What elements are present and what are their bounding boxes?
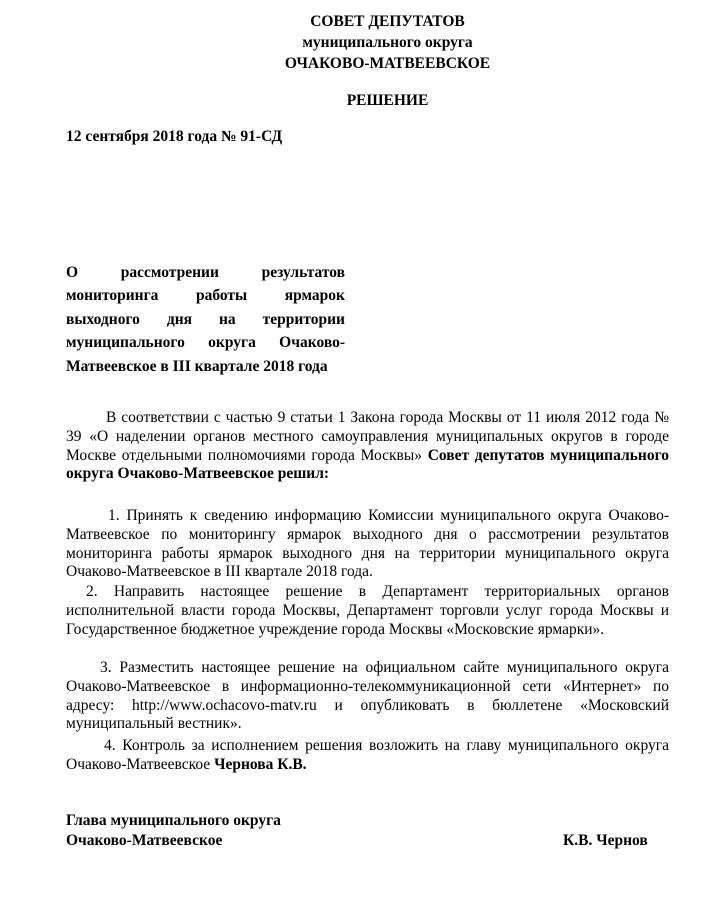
decision-item-4 bbox=[66, 737, 669, 775]
document-type-heading: РЕШЕНИЕ bbox=[346, 92, 429, 109]
district-type: муниципального округа bbox=[302, 34, 473, 51]
decision-item-2 bbox=[66, 583, 669, 639]
decision-date-number: 12 сентября 2018 года № 91-СД bbox=[66, 128, 283, 145]
decision-item-3-text: 3. Разместить настоящее решение на официальном сайте муниципального округа Очаково-Матвеевское в информационно-телекоммуникационной сети «Интернет» по адресу: http://www.ochacovo-matv.ru и опубликовать в бюллетене «Московский муниципальный вестник». bbox=[66, 659, 669, 733]
decision-item-4-text: 4. Контроль за исполнением решения возложить на главу муниципального округа Очаково-Матвеевское bbox=[66, 737, 669, 773]
decision-subject: О рассмотрении результатов мониторинга работы ярмарок выходного дня на территории муниципального округа Очаково-Матвеевское в III квартале 2018 года bbox=[66, 264, 345, 375]
district-name: ОЧАКОВО-МАТВЕЕВСКОЕ bbox=[284, 55, 491, 72]
preamble-text: В соответствии с частью 9 статьи 1 Закона города Москвы от 11 июля 2012 года № 39 «О наделении органов местного самоуправления муниципальных округов в городе Москве отдельными полномочиями города Москвы» bbox=[66, 409, 669, 464]
preamble-resolution: Совет депутатов муниципального округа Очаково-Матвеевское решил: bbox=[66, 446, 669, 483]
decision-item-1 bbox=[66, 507, 669, 582]
signatory-title-line-2: Очаково-Матвеевское bbox=[66, 832, 223, 849]
decision-item-2-text: 2. Направить настоящее решение в Департамент территориальных органов исполнительной власти города Москвы, Департамент торговли услуг города Москвы и Государственное бюджетное учреждение города Москвы «Московские ярмарки». bbox=[66, 583, 669, 638]
responsible-person: Чернова К.В. bbox=[214, 755, 307, 773]
council-title: СОВЕТ ДЕПУТАТОВ bbox=[310, 13, 465, 30]
signatory-title-line-1: Глава муниципального округа bbox=[66, 812, 281, 829]
signatory-name: К.В. Чернов bbox=[563, 832, 648, 849]
preamble-paragraph bbox=[66, 409, 669, 484]
decision-item-1-text: 1. Принять к сведению информацию Комиссии муниципального округа Очаково-Матвеевское по мониторингу ярмарок выходного дня о рассмотрении результатов мониторинга работы ярмарок выходного дня на территории муниципального округа Очаково-Матвеевское в III квартале 2018 года. bbox=[66, 507, 669, 581]
decision-item-3 bbox=[66, 659, 669, 734]
